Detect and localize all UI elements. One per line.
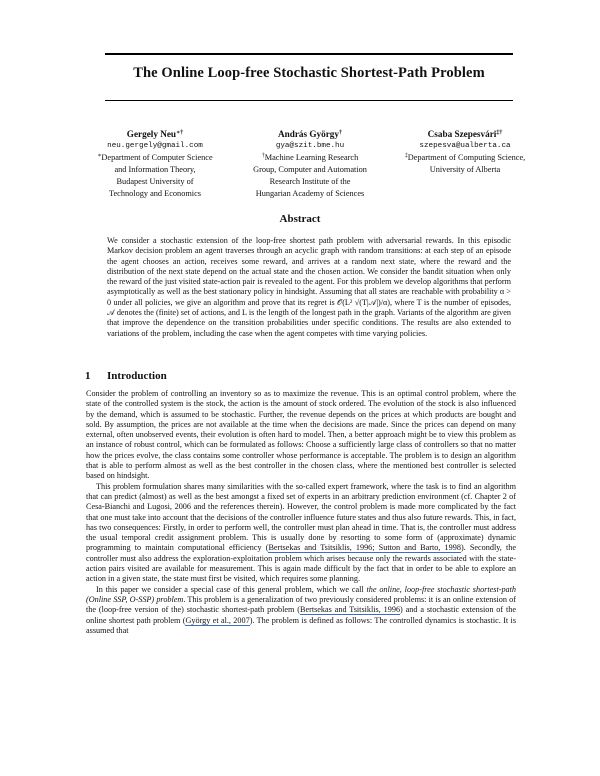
author-2-affiliation: †Machine Learning Research Group, Computer and Automation Research Institute of the Hungarian Academy of Sciences (253, 153, 367, 198)
author-1-name: Gergely Neu (126, 129, 177, 139)
section-number: 1 (85, 370, 91, 382)
author-3-email: szepesva@ualberta.ca (419, 142, 511, 150)
author-3-name: Csaba Szepesvári (427, 129, 497, 139)
author-1-marks: ∗† (176, 130, 184, 136)
section-body (86, 389, 516, 636)
paragraph-1: Consider the problem of controlling an inventory so as to maximize the revenue. This is an optimal control problem, where the state of the controlled system is the stock, the action is the amount of stock ordered. The evolution of the stock is also influenced by the demand, which is assumed to be stochastic. Further, the revenue depends on the prices at which products are bought and sold. By assumption, the prices are not available at the time when the decisions are made. Since the prices can depend on many external, often unobserved events, their evolution is often hard to model. Then, a better approach might be to view this problem as an instance of robust control, which can be formulated as follows: Choose a sufficiently large class of controllers so that no matter how the prices evolve, the class contains some controller whose performance is acceptable. The problem is to design an algorithm that is able to perform almost as well as the best controller in the chosen class, where the mentioned best controller is selected based on hindsight. (86, 389, 516, 481)
author-2-marks: † (339, 130, 342, 136)
author-block (80, 128, 540, 198)
citation-link[interactable]: György et al., 2007 (185, 615, 250, 625)
author-2-email: gya@szit.bme.hu (275, 142, 345, 150)
paragraph-3: In this paper we consider a special case of this general problem, which we call the online, loop-free stochastic shortest-path (Online SSP, O-SSP) problem. This problem is a generalization of two previously considered problems: it is an online extension of the (loop-free version of the) stochastic shortest-path problem (Bertsekas and Tsitsiklis, 1996) and a stochastic extension of the online shortest path problem (György et al., 2007). The problem is defined as follows: The controlled dynamics is stochastic. It is assumed that (86, 584, 517, 635)
author-1-email: neu.gergely@gmail.com (107, 142, 203, 150)
title-rule-top (105, 53, 513, 55)
author-1-affiliation: ∗Department of Computer Science and Information Theory, Budapest University of Technology and Economics (97, 153, 213, 198)
author-3-marks: ‡† (496, 130, 503, 136)
author-3-affiliation: ‡Department of Computing Science, University of Alberta (404, 153, 526, 174)
title-rule-bottom (105, 100, 513, 101)
author-2-name: András György (278, 129, 339, 139)
author-2 (235, 128, 385, 199)
abstract-text: We consider a stochastic extension of the loop-free shortest path problem with adversarial rewards. In this episodic Markov decision problem an agent traverses through an acyclic graph with random transitions: at each step of an episode the agent chooses an action, receives some reward, and arrives at a random next state, where the reward and the distribution of the next state depend on the actual state and the chosen action. We consider the bandit situation when only the reward of the just visited state-action pair is revealed to the agent. For this problem we develop algorithms that perform asymptotically as well as the best stationary policy in hindsight. Assuming that all states are reachable with probability α > 0 under all policies, we give an algorithm and prove that its regret is 𝒪(L² √(T|𝒜|)/α), where T is the number of episodes, 𝒜 denotes the (finite) set of actions, and L is the length of the longest path in the graph. Variants of the algorithm are given that improve the dependence on the transition probabilities under specific conditions. The results are also extended to variations of the problem, including the case when the agent competes with time varying policies. (107, 236, 511, 338)
section-heading (85, 370, 167, 382)
citation-link[interactable]: Bertsekas and Tsitsiklis, 1996 (300, 605, 401, 615)
author-3 (390, 128, 540, 175)
paper-title: The Online Loop-free Stochastic Shortest-Path Problem (133, 65, 485, 81)
paragraph-2: This problem formulation shares many similarities with the so-called expert framework, where the task is to find an algorithm that can predict (almost) as well as the best amongst a fixed set of experts in an arbitrary prediction environment (cf. Chapter 2 of Cesa-Bianchi and Lugosi, 2006 and the references therein). However, the control problem is made more complicated by the fact that one must take into account that the decisions of the controller influence future states and thus also future rewards. This, in fact, has two consequences: Firstly, in order to perform well, the controller must plan ahead in time. That is, the controller must address the usual temporal credit assignment problem. This is usually done by resorting to some form of (approximate) dynamic programming to maintain computational efficiency (Bertsekas and Tsitsiklis, 1996; Sutton and Barto, 1998). Secondly, the controller must also address the exploration-exploitation problem which arises because only the rewards associated with the state-action pairs visited are available for measurement. This is again made difficult by the fact that in order to be able to explore an action in a given state, the state must first be visited, which requires some planning. (86, 481, 516, 584)
author-1 (80, 128, 230, 199)
citation-link[interactable]: Bertsekas and Tsitsiklis, 1996; Sutton and Barto, 1998 (268, 543, 461, 553)
section-title: Introduction (107, 370, 167, 382)
emphasis-term: the online, loop-free stochastic shortest-path (Online SSP, O-SSP) problem (86, 584, 517, 604)
abstract-heading: Abstract (279, 213, 321, 225)
